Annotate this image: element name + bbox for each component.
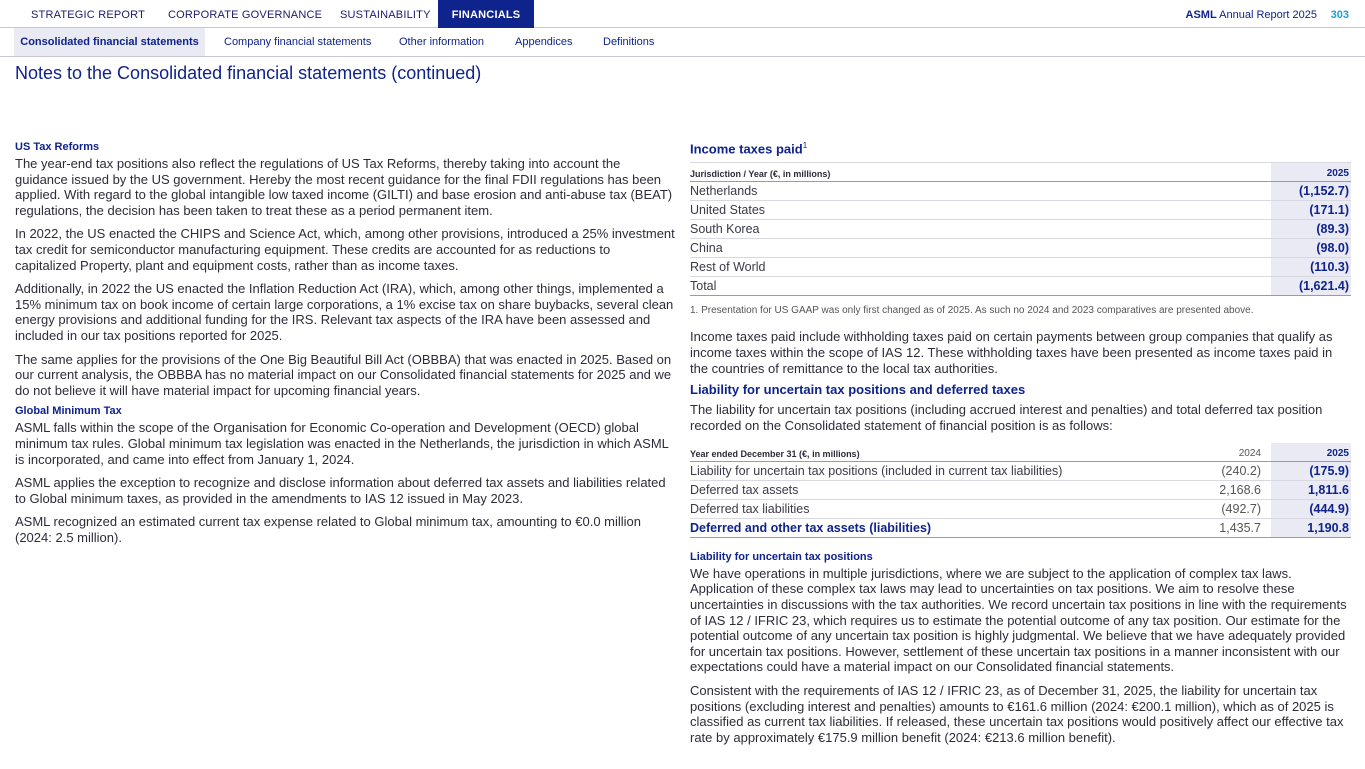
report-title [1186, 0, 1317, 31]
total-value-2025: 1,190.8 [1271, 518, 1351, 537]
page-number: 303 [1330, 9, 1349, 21]
row-value-2024: (240.2) [1191, 461, 1271, 480]
us-tax-reforms-heading: US Tax Reforms [15, 141, 100, 153]
uncertain-tax-positions-heading: Liability for uncertain tax positions [690, 550, 873, 563]
total-value-2024: 1,435.7 [1191, 518, 1271, 537]
report-brand: ASML [1185, 9, 1217, 21]
us-tax-paragraph-4: The same applies for the provisions of the One Big Beautiful Bill Act (OBBBA) that was enacted in 2025. Based on our current analysis, the OBBBA has no material impact on our Consolidated financial statements for 2025 and we do not believe it will have material impact for upcoming financial years. [15, 351, 672, 398]
subtab-other-information[interactable]: Other information [399, 36, 484, 48]
global-minimum-tax-paragraph-2: ASML applies the exception to recognize and disclose information about deferred tax assets and liabilities related to Global minimum taxes, as provided in the amendments to IAS 12 issued in May 2023. [15, 475, 666, 506]
us-tax-paragraph-2: In 2022, the US enacted the CHIPS and Science Act, which, among other provisions, introduced a 25% investment tax credit for semiconductor manufacturing equipment. These credits are accounted for as reductions to capitalized Property, plant and equipment costs, rather than as income taxes. [15, 226, 675, 273]
top-navigation [0, 0, 1365, 28]
table-header-row [690, 163, 1351, 182]
global-minimum-tax-heading: Global Minimum Tax [15, 405, 122, 418]
row-value-2025: (444.9) [1271, 499, 1351, 518]
right-column [690, 141, 1351, 753]
subtab-consolidated-financial-statements[interactable]: Consolidated financial statements [14, 28, 205, 56]
left-column [15, 141, 675, 553]
sub-navigation [0, 28, 1365, 57]
total-label: Deferred and other tax assets (liabilities) [690, 518, 1191, 537]
tab-financials[interactable]: FINANCIALS [438, 0, 534, 28]
table-total-row [690, 518, 1351, 537]
income-taxes-paid-heading [690, 141, 1351, 156]
table-row [690, 220, 1351, 239]
row-value-2025: (175.9) [1271, 461, 1351, 480]
tab-corporate-governance[interactable]: CORPORATE GOVERNANCE [168, 9, 323, 21]
footnote-marker: 1 [802, 141, 808, 150]
liability-table [690, 443, 1351, 538]
row-value: (1,152.7) [1271, 182, 1351, 201]
table-row [690, 461, 1351, 480]
row-label: Netherlands [690, 182, 1271, 201]
total-label: Total [690, 277, 1271, 296]
row-label: Deferred tax liabilities [690, 499, 1191, 518]
column-header-2025: 2025 [1271, 443, 1351, 461]
column-header-jurisdiction: Jurisdiction / Year (€, in millions) [690, 163, 1271, 182]
income-taxes-table [690, 162, 1351, 296]
us-tax-paragraph-3: Additionally, in 2022 the US enacted the Inflation Reduction Act (IRA), which, among other things, implemented a 15% minimum tax on book income of certain large corporations, a 1% excise tax on share buybacks, several clean energy provisions and additional funding for the IRS. Relevant tax aspects of the IRA have been assessed and included in our tax positions reported for 2025. [15, 281, 674, 343]
subtab-definitions[interactable]: Definitions [603, 36, 655, 48]
table-row [690, 239, 1351, 258]
row-label: Deferred tax assets [690, 480, 1191, 499]
table-footnote: 1. Presentation for US GAAP was only first changed as of 2025. As such no 2024 and 2023 comparatives are presented above. [690, 305, 1254, 317]
table-row [690, 480, 1351, 499]
global-minimum-tax-paragraph-3: ASML recognized an estimated current tax expense related to Global minimum tax, amounting to €0.0 million (2024: 2.5 million). [15, 514, 642, 545]
table-row [690, 182, 1351, 201]
liability-intro: The liability for uncertain tax positions (including accrued interest and penalties) and total deferred tax position recorded on the Consolidated statement of financial position is as follows: [690, 402, 1323, 433]
table-row [690, 258, 1351, 277]
global-minimum-tax-paragraph-1: ASML falls within the scope of the Organisation for Economic Co-operation and Development (OECD) global minimum tax rules. Global minimum tax legislation was enacted in the Netherlands, the jurisdiction in which ASML is incorporated, and came into effect from January 1, 2024. [15, 420, 669, 467]
total-value: (1,621.4) [1271, 277, 1351, 296]
income-taxes-heading-text: Income taxes paid [690, 141, 803, 157]
uncertain-tax-paragraph-1: We have operations in multiple jurisdictions, where we are subject to the application of complex tax laws. Application of these complex tax laws may lead to uncertainties on tax positions. We aim to resolve these uncertainties in discussions with the tax authorities. We record uncertain tax positions in line with the requirements of IAS 12 / IFRIC 23, which requires us to estimate the potential outcome of any tax position. Our estimate for the potential outcome of any uncertain tax position is highly judgmental. We believe that we have adequately provided for uncertain tax positions. However, settlement of these uncertain tax positions in a manner inconsistent with our expectations could have a material impact on our Consolidated financial statements. [690, 565, 1347, 675]
table-row [690, 499, 1351, 518]
row-label: United States [690, 201, 1271, 220]
row-label: Liability for uncertain tax positions (included in current tax liabilities) [690, 461, 1191, 480]
column-header-2025: 2025 [1271, 163, 1351, 182]
table-total-row [690, 277, 1351, 296]
column-header-2024: 2024 [1191, 443, 1271, 461]
row-label: China [690, 239, 1271, 258]
row-value: (171.1) [1271, 201, 1351, 220]
row-value: (98.0) [1271, 239, 1351, 258]
subtab-appendices[interactable]: Appendices [515, 36, 573, 48]
tab-sustainability[interactable]: SUSTAINABILITY [340, 9, 431, 21]
liability-heading: Liability for uncertain tax positions and deferred taxes [690, 382, 1026, 398]
table-row [690, 201, 1351, 220]
subtab-company-financial-statements[interactable]: Company financial statements [224, 36, 372, 48]
row-value: (89.3) [1271, 220, 1351, 239]
income-taxes-paragraph: Income taxes paid include withholding taxes paid on certain payments between group companies that qualify as income taxes within the scope of IAS 12. These withholding taxes have been presented as income taxes paid in the countries of remittance to the local tax authorities. [690, 329, 1333, 376]
page-title: Notes to the Consolidated financial statements (continued) [15, 63, 482, 83]
row-value: (110.3) [1271, 258, 1351, 277]
row-label: South Korea [690, 220, 1271, 239]
row-value-2024: 2,168.6 [1191, 480, 1271, 499]
table-header-row [690, 443, 1351, 461]
row-label: Rest of World [690, 258, 1271, 277]
us-tax-paragraph-1: The year-end tax positions also reflect the regulations of US Tax Reforms, thereby taking into account the guidance issued by the US government. Hereby the most recent guidance for the final FDII regulations has been applied. With regard to the global intangible low taxed income (GILTI) and base erosion and anti-abuse tax (BEAT) regulations, the decision has been taken to treat these as a period permanent item. [15, 156, 673, 218]
column-header-year-ended: Year ended December 31 (€, in millions) [690, 443, 1191, 461]
row-value-2025: 1,811.6 [1271, 480, 1351, 499]
uncertain-tax-paragraph-2: Consistent with the requirements of IAS 12 / IFRIC 23, as of December 31, 2025, the liability for uncertain tax positions (excluding interest and penalties) amounts to €161.6 million (2024: €200.1 million), which as of 2025 is classified as current tax liabilities. If released, these uncertain tax positions would positively affect our effective tax rate by approximately €175.9 million benefit (2024: €213.6 million benefit). [690, 682, 1344, 745]
report-name: Annual Report 2025 [1219, 9, 1317, 21]
tab-strategic-report[interactable]: STRATEGIC REPORT [31, 9, 146, 21]
row-value-2024: (492.7) [1191, 499, 1271, 518]
